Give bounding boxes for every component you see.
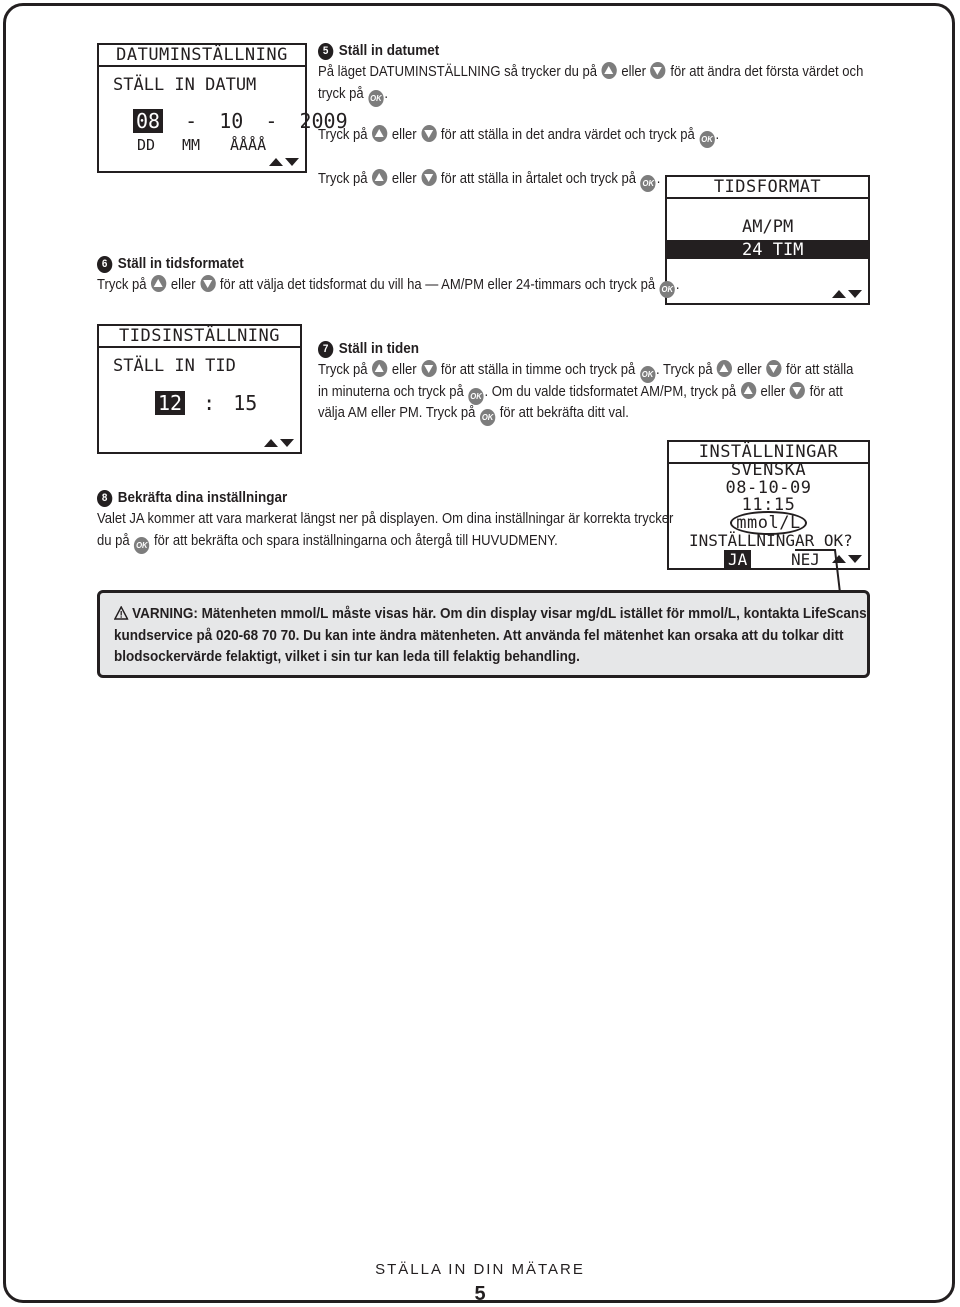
text-run: Tryck på <box>318 171 368 187</box>
text-run: för att ställa <box>785 362 854 378</box>
step-7-heading <box>318 340 419 358</box>
step-5-heading <box>318 42 439 60</box>
down-button-icon <box>790 382 805 399</box>
text-run: för att bekräfta ditt val. <box>499 405 629 421</box>
ok-button-icon: OK <box>480 409 495 426</box>
time-minute: 15 <box>233 391 258 415</box>
text-run: tryck på <box>318 86 364 102</box>
date-month-label: MM <box>182 136 201 154</box>
step-number-badge: 8 <box>97 490 112 507</box>
step-5-title: Ställ in datumet <box>338 42 440 59</box>
ok-button-icon: OK <box>699 131 714 148</box>
down-button-icon <box>421 169 436 186</box>
up-down-arrows-icon <box>264 438 294 448</box>
date-year-label: ÅÅÅÅ <box>230 136 267 154</box>
text-run: Mätenheten mmol/L måste visas här. Om din display visar mg/dL istället för mmol/L, kontakta LifeScans <box>201 605 867 622</box>
step-8-line-2 <box>97 531 558 554</box>
text-run: Tryck på <box>318 362 368 378</box>
lcd-title: INSTÄLLNINGAR <box>698 442 839 462</box>
settings-language: SVENSKA <box>730 460 807 480</box>
step-7-line-3 <box>318 403 629 426</box>
text-run: . <box>384 86 389 102</box>
down-button-icon <box>421 125 436 142</box>
warning-triangle-icon <box>114 606 128 620</box>
text-run: Tryck på <box>97 277 147 293</box>
lcd-time-screen <box>97 324 302 454</box>
text-run: eller <box>391 171 417 187</box>
text-run: för att ställa in det andra värdet och tryck på <box>440 127 695 143</box>
step-7-title: Ställ in tiden <box>338 340 419 357</box>
warning-label: VARNING: <box>132 605 198 622</box>
text-run: På läget DATUMINSTÄLLNING så trycker du på <box>318 64 597 80</box>
up-down-arrows-icon <box>832 289 862 299</box>
up-button-icon <box>741 382 756 399</box>
lcd-timeformat-screen <box>665 175 870 305</box>
up-button-icon <box>151 275 166 292</box>
text-run: in minuterna och tryck på <box>318 384 464 400</box>
up-button-icon <box>372 360 387 377</box>
lcd-title-divider <box>99 346 300 348</box>
text-run: för att välja det tidsformat du vill ha — AM/PM eller 24-timmars och tryck på <box>219 277 656 293</box>
up-button-icon <box>372 169 387 186</box>
text-run: välja AM eller PM. Tryck på <box>318 405 476 421</box>
warning-box <box>97 590 870 678</box>
ok-button-icon: OK <box>134 537 149 554</box>
step-6-line-1 <box>97 275 679 298</box>
step-8-heading <box>97 489 287 507</box>
step-7-line-2 <box>318 382 843 405</box>
step-8-line-1: Valet JA kommer att vara markerat längst ner på displayen. Om dina inställningar är korrekta trycker <box>97 511 674 527</box>
timeformat-option-ampm: AM/PM <box>742 217 794 237</box>
settings-unit-label: mmol/L <box>730 511 806 535</box>
timeformat-option-24h-label: 24 TIM <box>742 240 804 260</box>
down-button-icon <box>766 360 781 377</box>
footer-section-title: STÄLLA IN DIN MÄTARE <box>375 1261 585 1278</box>
date-month: 10 <box>219 109 244 133</box>
settings-date: 08-10-09 <box>725 478 812 498</box>
text-run: . <box>715 127 720 143</box>
text-run: . Tryck på <box>656 362 713 378</box>
lcd-title: TIDSFORMAT <box>713 177 822 197</box>
up-button-icon <box>717 360 732 377</box>
text-run: eller <box>391 127 417 143</box>
time-hour-selected: 12 <box>155 391 185 415</box>
settings-question: INSTÄLLNINGAR OK? <box>689 531 853 550</box>
lcd-title: DATUMINSTÄLLNING <box>116 45 288 65</box>
text-run: . <box>675 277 680 293</box>
date-day-label: DD <box>137 136 156 154</box>
down-button-icon <box>421 360 436 377</box>
text-run: . Om du valde tidsformatet AM/PM, tryck på <box>484 384 737 400</box>
lcd-time-value <box>155 391 257 415</box>
ok-button-icon: OK <box>468 388 483 405</box>
page-number: 5 <box>474 1283 486 1305</box>
step-number-badge: 6 <box>97 256 112 273</box>
step-6-title: Ställ in tidsformatet <box>117 255 244 272</box>
warning-line-1 <box>114 603 867 625</box>
ok-button-icon: OK <box>640 366 655 383</box>
step-8-title: Bekräfta dina inställningar <box>117 489 288 506</box>
lcd-subtitle: STÄLL IN DATUM <box>113 75 257 95</box>
text-run: för att ställa in årtalet och tryck på <box>440 171 637 187</box>
lcd-date-value <box>133 109 348 133</box>
ok-button-icon: OK <box>660 281 675 298</box>
text-run: för att ändra det första värdet och <box>670 64 864 80</box>
text-run: för att ställa in timme och tryck på <box>440 362 636 378</box>
warning-line-2: kundservice på 020-68 70 70. Du kan inte ändra mätenheten. Att använda fel mätenhet kan orsaka att du tolkar ditt <box>114 626 844 644</box>
text-run: eller <box>736 362 762 378</box>
down-button-icon <box>651 62 666 79</box>
lcd-title: TIDSINSTÄLLNING <box>118 326 281 346</box>
step-7-line-1 <box>318 360 853 383</box>
settings-yes-option-selected: JA <box>724 550 751 569</box>
date-separator: - <box>185 109 198 133</box>
settings-time: 11:15 <box>741 495 796 515</box>
ok-button-icon: OK <box>641 175 656 192</box>
step-number-badge: 7 <box>318 341 333 358</box>
lcd-title-divider <box>99 65 305 67</box>
ok-button-icon: OK <box>368 90 383 107</box>
date-separator: - <box>265 109 278 133</box>
time-separator: : <box>203 391 216 415</box>
step-number-badge: 5 <box>318 43 333 60</box>
text-run: eller <box>170 277 196 293</box>
text-run: eller <box>391 362 417 378</box>
date-day-selected: 08 <box>133 109 163 133</box>
step-5-line-1 <box>318 62 863 84</box>
step-5-line-3 <box>318 125 719 148</box>
up-button-icon <box>602 62 617 79</box>
text-run: eller <box>760 384 786 400</box>
up-button-icon <box>372 125 387 142</box>
text-run: eller <box>621 64 647 80</box>
warning-line-3: blodsockervärde felaktigt, vilket i sin tur kan leda till felaktig behandling. <box>114 648 580 665</box>
lcd-subtitle: STÄLL IN TID <box>113 356 236 376</box>
text-run: Tryck på <box>318 127 368 143</box>
text-run: för att <box>809 384 843 400</box>
text-run: för att bekräfta och spara inställningarna och återgå till HUVUDMENY. <box>154 533 558 549</box>
up-down-arrows-icon <box>269 157 299 167</box>
step-5-line-2 <box>318 84 388 107</box>
text-run: du på <box>97 533 130 549</box>
timeformat-option-24h-selected <box>667 240 868 259</box>
lcd-title-divider <box>667 197 868 199</box>
text-run: . <box>656 171 661 187</box>
step-5-line-4 <box>318 169 660 192</box>
down-button-icon <box>200 275 215 292</box>
warning-text <box>114 603 867 668</box>
settings-no-option: NEJ <box>791 550 820 569</box>
date-year: 2009 <box>299 109 348 133</box>
step-6-heading <box>97 255 244 273</box>
